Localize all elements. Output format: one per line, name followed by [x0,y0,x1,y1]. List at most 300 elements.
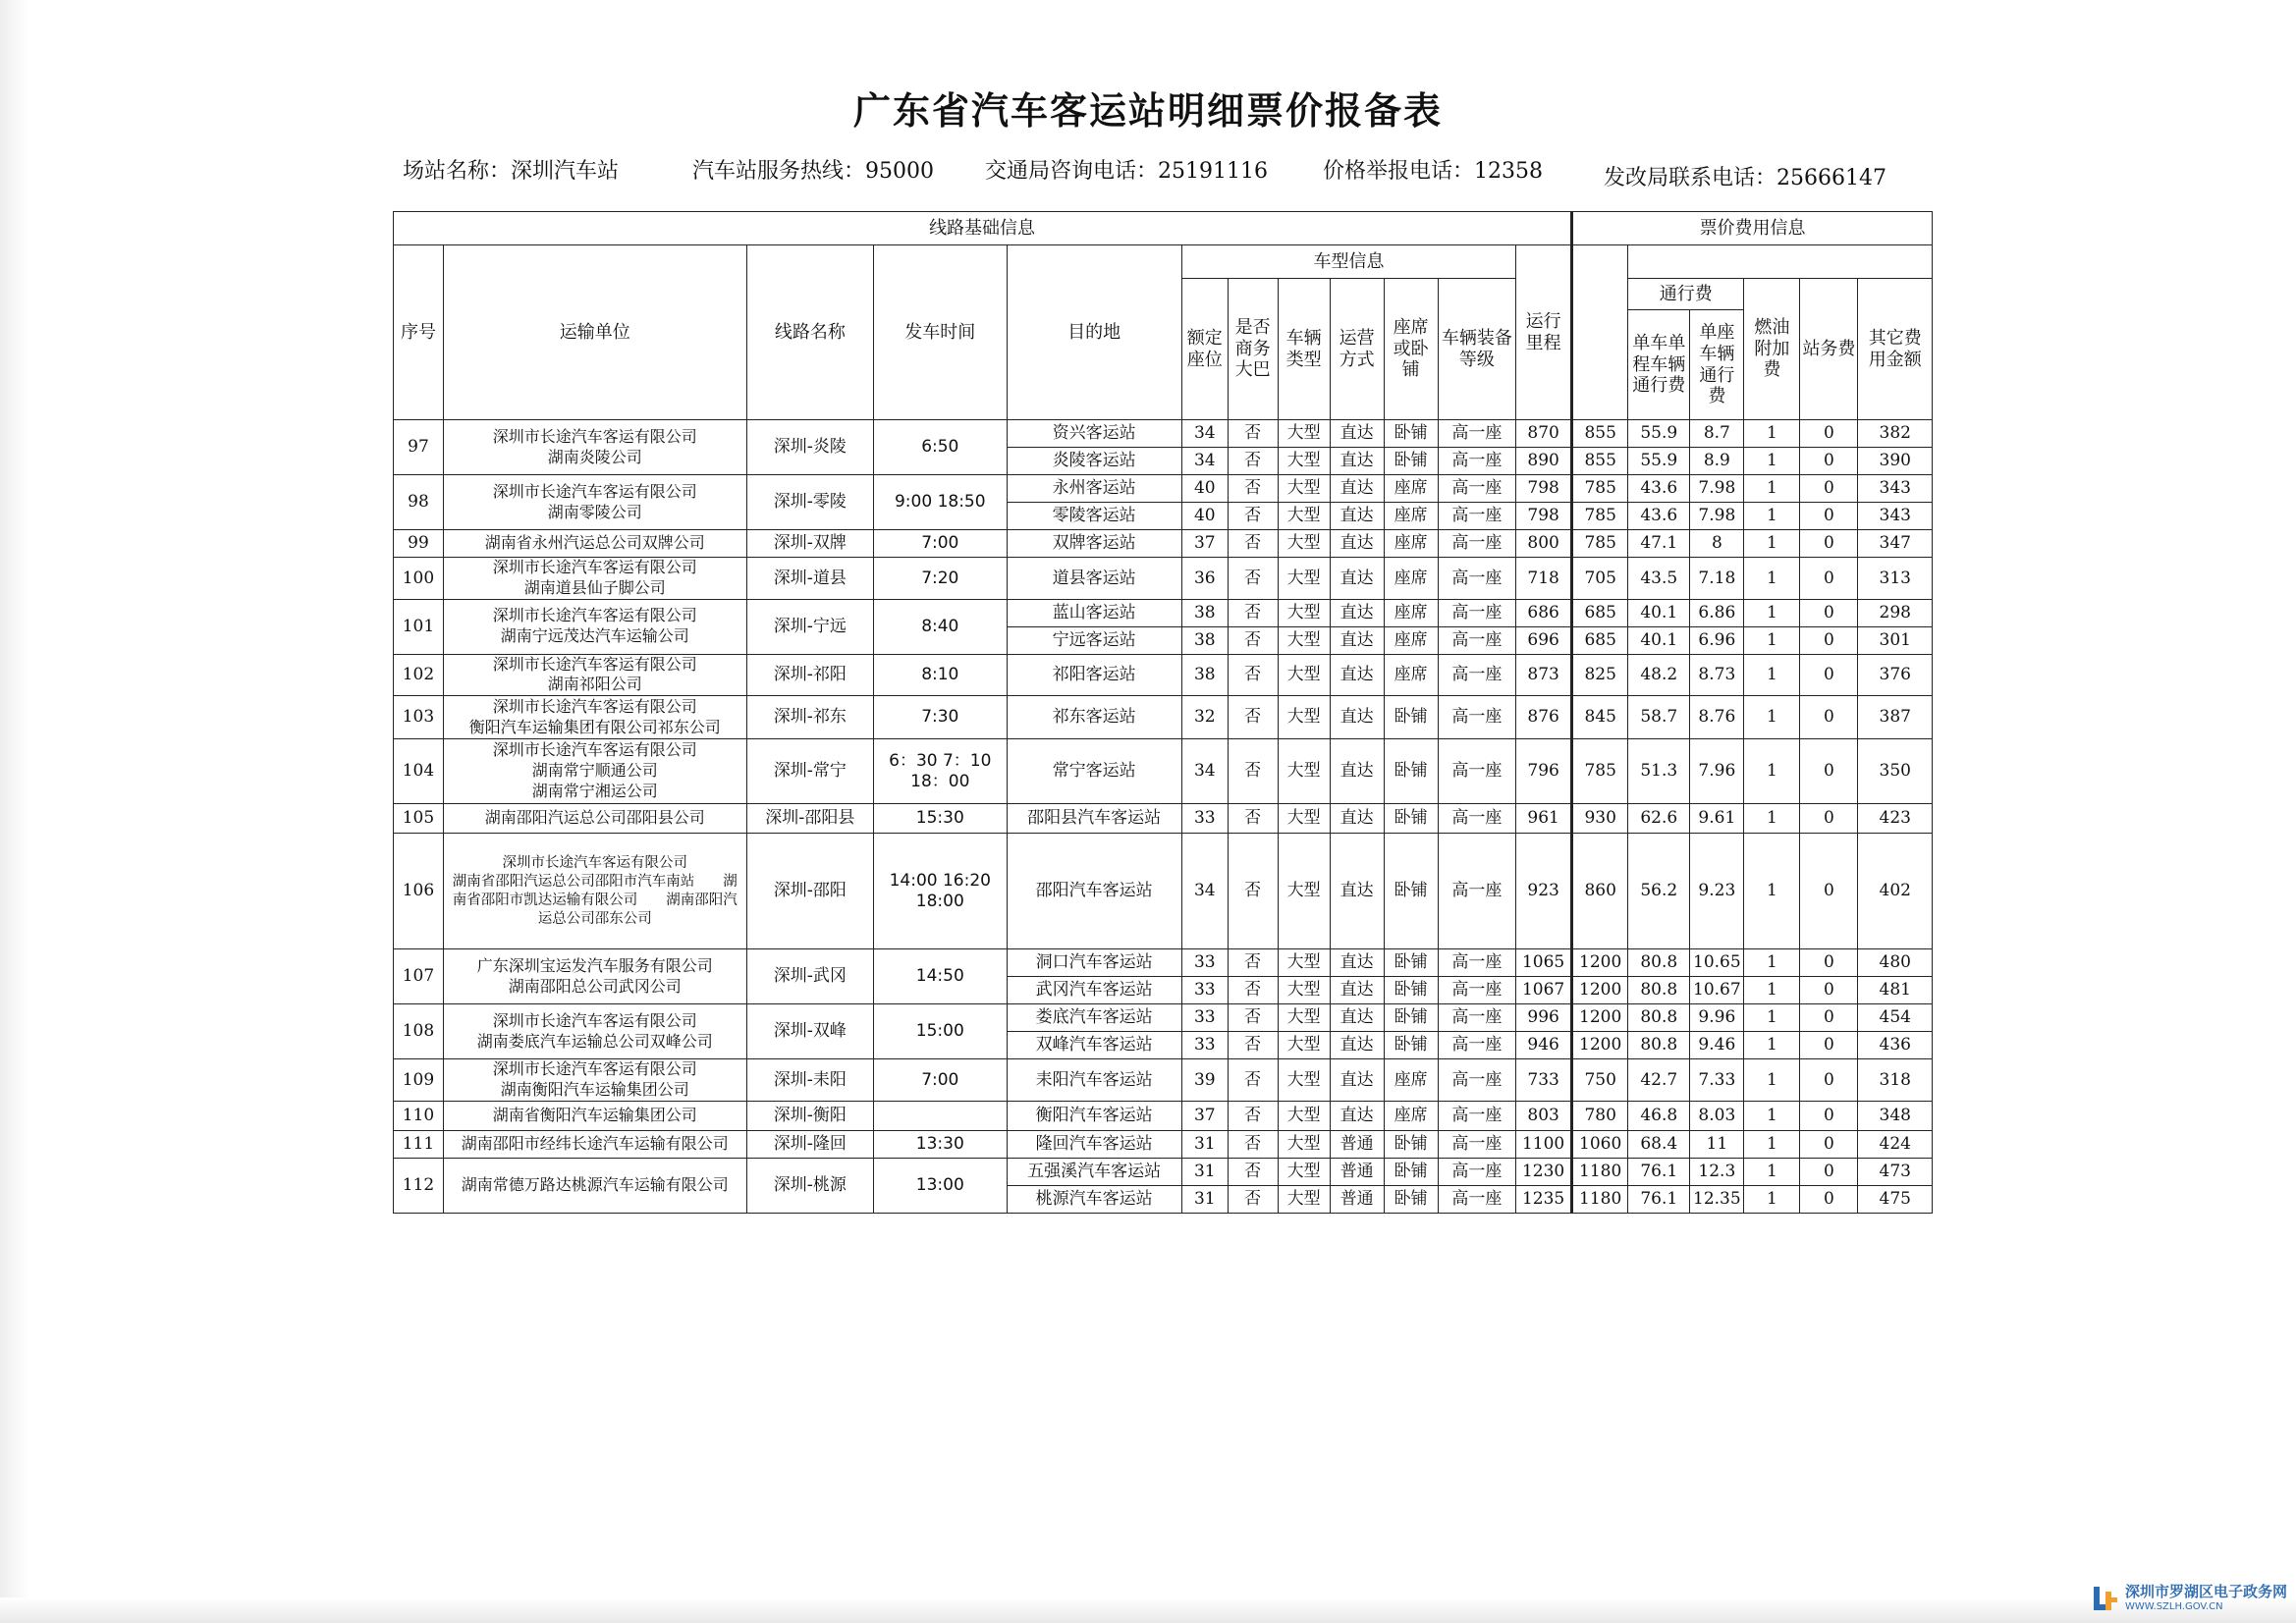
cell-mode: 直达 [1330,1032,1384,1059]
cell-km: 876 [1516,696,1572,739]
header-business: 是否商务大巴 [1228,279,1278,420]
cell-type: 大型 [1278,834,1330,949]
cell-type: 大型 [1278,530,1330,558]
cell-seat: 卧铺 [1384,696,1438,739]
header-seat-type: 座席或卧铺 [1384,279,1438,420]
cell-grade: 高一座 [1438,420,1515,448]
cell-seq: 97 [394,420,444,475]
service-hotline-value: 95000 [865,159,935,184]
cell-seat: 座席 [1384,475,1438,503]
cell-biz: 否 [1228,1185,1278,1213]
cell-seats: 31 [1181,1158,1228,1185]
table-row [394,654,1933,696]
complaint-phone [1323,154,1543,185]
cell-departure: 15:30 [874,804,1008,834]
cell-km: 796 [1516,739,1572,804]
table-row [394,696,1933,739]
cell-seat: 卧铺 [1384,1158,1438,1185]
cell-destination: 炎陵客运站 [1007,448,1181,475]
cell-seat: 卧铺 [1384,1185,1438,1213]
cell-seat-toll: 68.4 [1628,1130,1690,1158]
cell-type: 大型 [1278,1004,1330,1032]
cell-company: 湖南省永州汽运总公司双牌公司 [443,530,746,558]
complaint-phone-label: 价格举报电话： [1323,159,1475,184]
cell-svc: 1 [1744,739,1800,804]
cell-departure: 9:00 18:50 [874,475,1008,530]
cell-company: 深圳市长途汽车客运有限公司 湖南娄底汽车运输总公司双峰公司 [443,1004,746,1059]
cell-seats: 38 [1181,599,1228,626]
cell-fare: 390 [1858,448,1933,475]
cell-seats: 40 [1181,475,1228,503]
cell-seq: 99 [394,530,444,558]
cell-other: 0 [1800,977,1858,1004]
header-station-fee: 站务费 [1800,279,1858,420]
cell-departure: 7:00 [874,1059,1008,1102]
table-row [394,1158,1933,1185]
cell-seat-toll: 43.5 [1628,558,1690,600]
cell-seq: 106 [394,834,444,949]
cell-grade: 高一座 [1438,1185,1515,1213]
cell-seat: 卧铺 [1384,1130,1438,1158]
table-row [394,475,1933,503]
cell-seq: 105 [394,804,444,834]
cell-svc: 1 [1744,1130,1800,1158]
cell-biz: 否 [1228,654,1278,696]
cell-grade: 高一座 [1438,804,1515,834]
cell-svc: 1 [1744,475,1800,503]
cell-km: 718 [1516,558,1572,600]
cell-seat-toll: 80.8 [1628,1004,1690,1032]
cell-fuel: 9.46 [1690,1032,1744,1059]
cell-fare: 475 [1858,1185,1933,1213]
cell-svc: 1 [1744,1004,1800,1032]
cell-route: 深圳-祁东 [746,696,873,739]
cell-fuel: 9.23 [1690,834,1744,949]
transport-phone [985,154,1268,185]
cell-km: 1230 [1516,1158,1572,1185]
cell-svc: 1 [1744,834,1800,949]
cell-route: 深圳-常宁 [746,739,873,804]
cell-km: 798 [1516,503,1572,530]
cell-other: 0 [1800,420,1858,448]
cell-km: 1235 [1516,1185,1572,1213]
cell-seat-toll: 62.6 [1628,804,1690,834]
cell-km: 996 [1516,1004,1572,1032]
cell-svc: 1 [1744,949,1800,977]
cell-toll: 705 [1572,558,1628,600]
cell-destination: 祁阳客运站 [1007,654,1181,696]
scan-edge-bottom [0,1597,2296,1623]
table-row [394,949,1933,977]
cell-seat-toll: 48.2 [1628,654,1690,696]
cell-mode: 普通 [1330,1130,1384,1158]
cell-fuel: 7.18 [1690,558,1744,600]
cell-other: 0 [1800,834,1858,949]
cell-destination: 耒阳汽车客运站 [1007,1059,1181,1102]
cell-other: 0 [1800,804,1858,834]
cell-grade: 高一座 [1438,654,1515,696]
cell-seats: 36 [1181,558,1228,600]
cell-company: 深圳市长途汽车客运有限公司 湖南常宁顺通公司 湖南常宁湘运公司 [443,739,746,804]
cell-biz: 否 [1228,1059,1278,1102]
cell-seat-toll: 76.1 [1628,1185,1690,1213]
cell-destination: 五强溪汽车客运站 [1007,1158,1181,1185]
station-name [403,154,619,185]
cell-seat: 卧铺 [1384,804,1438,834]
cell-fare: 436 [1858,1032,1933,1059]
cell-seat: 座席 [1384,599,1438,626]
cell-fare: 301 [1858,626,1933,654]
station-name-value: 深圳汽车站 [511,159,620,184]
cell-fare: 343 [1858,503,1933,530]
table-row [394,834,1933,949]
cell-toll: 860 [1572,834,1628,949]
cell-grade: 高一座 [1438,599,1515,626]
cell-biz: 否 [1228,739,1278,804]
cell-type: 大型 [1278,739,1330,804]
cell-fare: 350 [1858,739,1933,804]
cell-grade: 高一座 [1438,834,1515,949]
cell-biz: 否 [1228,448,1278,475]
cell-seat: 卧铺 [1384,1032,1438,1059]
header-grade: 车辆装备等级 [1438,279,1515,420]
cell-grade: 高一座 [1438,1032,1515,1059]
cell-km: 696 [1516,626,1572,654]
cell-fuel: 8.73 [1690,654,1744,696]
cell-seq: 110 [394,1101,444,1130]
cell-mode: 直达 [1330,475,1384,503]
cell-biz: 否 [1228,626,1278,654]
cell-company: 深圳市长途汽车客运有限公司 湖南道县仙子脚公司 [443,558,746,600]
cell-route: 深圳-耒阳 [746,1059,873,1102]
cell-grade: 高一座 [1438,977,1515,1004]
service-hotline [692,154,934,185]
cell-type: 大型 [1278,1059,1330,1102]
cell-route: 深圳-双牌 [746,530,873,558]
cell-fuel: 7.96 [1690,739,1744,804]
cell-svc: 1 [1744,977,1800,1004]
cell-other: 0 [1800,1032,1858,1059]
cell-fuel: 8.7 [1690,420,1744,448]
cell-company: 深圳市长途汽车客运有限公司 湖南炎陵公司 [443,420,746,475]
cell-company: 广东深圳宝运发汽车服务有限公司 湖南邵阳总公司武冈公司 [443,949,746,1004]
cell-km: 800 [1516,530,1572,558]
cell-svc: 1 [1744,503,1800,530]
cell-mode: 直达 [1330,804,1384,834]
cell-fuel: 12.3 [1690,1158,1744,1185]
cell-type: 大型 [1278,654,1330,696]
watermark-logo [2092,1579,2296,1618]
cell-svc: 1 [1744,1059,1800,1102]
cell-grade: 高一座 [1438,530,1515,558]
table-body [394,420,1933,1214]
cell-fare: 347 [1858,530,1933,558]
cell-type: 大型 [1278,626,1330,654]
cell-route: 深圳-道县 [746,558,873,600]
cell-fuel: 6.86 [1690,599,1744,626]
header-fare-spacer-2 [1628,245,1933,279]
cell-other: 0 [1800,1185,1858,1213]
cell-toll: 685 [1572,599,1628,626]
cell-grade: 高一座 [1438,1101,1515,1130]
complaint-phone-value: 12358 [1474,159,1544,184]
cell-fuel: 11 [1690,1130,1744,1158]
cell-fare: 423 [1858,804,1933,834]
cell-seat-toll: 56.2 [1628,834,1690,949]
watermark-text: 深圳市罗湖区电子政务网 [2125,1583,2288,1600]
cell-destination: 双牌客运站 [1007,530,1181,558]
cell-other: 0 [1800,448,1858,475]
cell-route: 深圳-邵阳县 [746,804,873,834]
cell-seat-toll: 46.8 [1628,1101,1690,1130]
cell-route: 深圳-隆回 [746,1130,873,1158]
table-row [394,804,1933,834]
cell-company: 深圳市长途汽车客运有限公司 湖南宁远茂达汽车运输公司 [443,599,746,654]
header-destination: 目的地 [1007,245,1181,420]
cell-other: 0 [1800,1101,1858,1130]
cell-fuel: 12.35 [1690,1185,1744,1213]
cell-seat-toll: 76.1 [1628,1158,1690,1185]
cell-toll: 930 [1572,804,1628,834]
cell-biz: 否 [1228,1004,1278,1032]
cell-km: 873 [1516,654,1572,696]
header-vehicle-info: 车型信息 [1181,245,1515,279]
table-row [394,739,1933,804]
cell-mode: 直达 [1330,1059,1384,1102]
cell-company: 湖南邵阳市经纬长途汽车运输有限公司 [443,1130,746,1158]
cell-mode: 直达 [1330,1004,1384,1032]
cell-seats: 34 [1181,739,1228,804]
cell-fuel: 7.98 [1690,475,1744,503]
cell-type: 大型 [1278,949,1330,977]
cell-seat-toll: 80.8 [1628,949,1690,977]
cell-seats: 34 [1181,420,1228,448]
cell-destination: 娄底汽车客运站 [1007,1004,1181,1032]
cell-destination: 衡阳汽车客运站 [1007,1101,1181,1130]
cell-type: 大型 [1278,977,1330,1004]
cell-km: 733 [1516,1059,1572,1102]
cell-seq: 112 [394,1158,444,1213]
header-mileage: 运行里程 [1516,245,1572,420]
cell-mode: 直达 [1330,1101,1384,1130]
cell-departure: 13:00 [874,1158,1008,1213]
cell-type: 大型 [1278,1185,1330,1213]
cell-km: 1065 [1516,949,1572,977]
cell-departure: 8:40 [874,599,1008,654]
cell-other: 0 [1800,1004,1858,1032]
cell-toll: 855 [1572,448,1628,475]
cell-type: 大型 [1278,1158,1330,1185]
cell-biz: 否 [1228,1032,1278,1059]
cell-route: 深圳-零陵 [746,475,873,530]
cell-svc: 1 [1744,448,1800,475]
cell-seats: 38 [1181,626,1228,654]
cell-route: 深圳-桃源 [746,1158,873,1213]
cell-other: 0 [1800,654,1858,696]
cell-route: 深圳-衡阳 [746,1101,873,1130]
cell-fuel: 8.9 [1690,448,1744,475]
cell-svc: 1 [1744,530,1800,558]
cell-company: 湖南常德万路达桃源汽车运输有限公司 [443,1158,746,1213]
cell-grade: 高一座 [1438,1130,1515,1158]
cell-seats: 31 [1181,1185,1228,1213]
cell-fuel: 6.96 [1690,626,1744,654]
cell-toll: 685 [1572,626,1628,654]
cell-fuel: 10.67 [1690,977,1744,1004]
cell-route: 深圳-双峰 [746,1004,873,1059]
cell-svc: 1 [1744,1185,1800,1213]
cell-biz: 否 [1228,530,1278,558]
cell-seat-toll: 55.9 [1628,420,1690,448]
cell-departure: 6：30 7：10 18：00 [874,739,1008,804]
cell-mode: 直达 [1330,977,1384,1004]
cell-grade: 高一座 [1438,503,1515,530]
cell-biz: 否 [1228,696,1278,739]
cell-seq: 108 [394,1004,444,1059]
cell-other: 0 [1800,475,1858,503]
header-departure: 发车时间 [874,245,1008,420]
cell-toll: 1180 [1572,1185,1628,1213]
cell-fare: 348 [1858,1101,1933,1130]
cell-toll: 1200 [1572,977,1628,1004]
cell-destination: 双峰汽车客运站 [1007,1032,1181,1059]
cell-departure: 6:50 [874,420,1008,475]
cell-toll: 785 [1572,530,1628,558]
cell-seat: 卧铺 [1384,1004,1438,1032]
cell-fare: 298 [1858,599,1933,626]
cell-seq: 101 [394,599,444,654]
cell-seat: 卧铺 [1384,834,1438,949]
cell-toll: 855 [1572,420,1628,448]
cell-km: 870 [1516,420,1572,448]
cell-fuel: 9.96 [1690,1004,1744,1032]
cell-seats: 33 [1181,804,1228,834]
cell-svc: 1 [1744,558,1800,600]
ndrc-phone-value: 25666147 [1777,166,1886,190]
cell-seats: 34 [1181,448,1228,475]
table-header [394,212,1933,420]
cell-mode: 直达 [1330,599,1384,626]
cell-seats: 31 [1181,1130,1228,1158]
cell-seat: 卧铺 [1384,949,1438,977]
cell-destination: 宁远客运站 [1007,626,1181,654]
cell-biz: 否 [1228,977,1278,1004]
cell-seq: 109 [394,1059,444,1102]
cell-departure: 15:00 [874,1004,1008,1059]
header-seat-toll: 单座车辆通行费 [1690,310,1744,420]
cell-biz: 否 [1228,475,1278,503]
cell-seat: 座席 [1384,1059,1438,1102]
cell-departure: 13:30 [874,1130,1008,1158]
cell-type: 大型 [1278,1032,1330,1059]
cell-destination: 桃源汽车客运站 [1007,1185,1181,1213]
cell-fuel: 8.76 [1690,696,1744,739]
header-fare-spacer [1572,245,1628,420]
cell-fare: 481 [1858,977,1933,1004]
cell-destination: 邵阳汽车客运站 [1007,834,1181,949]
cell-mode: 直达 [1330,654,1384,696]
cell-fuel: 8 [1690,530,1744,558]
header-toll: 通行费 [1628,279,1744,310]
cell-seat-toll: 51.3 [1628,739,1690,804]
cell-company: 深圳市长途汽车客运有限公司 衡阳汽车运输集团有限公司祁东公司 [443,696,746,739]
cell-fuel: 7.33 [1690,1059,1744,1102]
cell-km: 961 [1516,804,1572,834]
cell-seats: 40 [1181,503,1228,530]
cell-biz: 否 [1228,1130,1278,1158]
cell-destination: 道县客运站 [1007,558,1181,600]
cell-grade: 高一座 [1438,739,1515,804]
cell-destination: 祁东客运站 [1007,696,1181,739]
table-row [394,1004,1933,1032]
cell-toll: 845 [1572,696,1628,739]
table-row [394,1130,1933,1158]
cell-seat-toll: 40.1 [1628,626,1690,654]
cell-mode: 直达 [1330,503,1384,530]
cell-biz: 否 [1228,804,1278,834]
cell-biz: 否 [1228,834,1278,949]
cell-departure: 8:10 [874,654,1008,696]
cell-fare: 376 [1858,654,1933,696]
cell-km: 890 [1516,448,1572,475]
cell-fare: 473 [1858,1158,1933,1185]
cell-seats: 32 [1181,696,1228,739]
cell-fare: 454 [1858,1004,1933,1032]
cell-fuel: 9.61 [1690,804,1744,834]
cell-fare: 382 [1858,420,1933,448]
cell-company: 湖南省衡阳汽车运输集团公司 [443,1101,746,1130]
cell-grade: 高一座 [1438,1158,1515,1185]
cell-departure: 7:30 [874,696,1008,739]
cell-fare: 313 [1858,558,1933,600]
cell-type: 大型 [1278,804,1330,834]
cell-mode: 直达 [1330,949,1384,977]
ndrc-phone [1604,161,1886,191]
cell-type: 大型 [1278,420,1330,448]
cell-svc: 1 [1744,654,1800,696]
cell-destination: 隆回汽车客运站 [1007,1130,1181,1158]
cell-departure: 14:50 [874,949,1008,1004]
cell-seat: 座席 [1384,503,1438,530]
cell-seats: 33 [1181,1004,1228,1032]
cell-seq: 100 [394,558,444,600]
cell-svc: 1 [1744,599,1800,626]
cell-fare: 387 [1858,696,1933,739]
cell-seat: 卧铺 [1384,739,1438,804]
cell-grade: 高一座 [1438,448,1515,475]
cell-other: 0 [1800,558,1858,600]
cell-mode: 普通 [1330,1158,1384,1185]
cell-grade: 高一座 [1438,696,1515,739]
cell-mode: 直达 [1330,448,1384,475]
cell-biz: 否 [1228,1101,1278,1130]
cell-biz: 否 [1228,420,1278,448]
cell-seats: 33 [1181,949,1228,977]
cell-other: 0 [1800,1130,1858,1158]
cell-km: 946 [1516,1032,1572,1059]
cell-seq: 111 [394,1130,444,1158]
cell-seat-toll: 80.8 [1628,977,1690,1004]
cell-toll: 1180 [1572,1158,1628,1185]
header-vtype: 车辆类型 [1278,279,1330,420]
cell-seat-toll: 47.1 [1628,530,1690,558]
cell-type: 大型 [1278,599,1330,626]
cell-svc: 1 [1744,626,1800,654]
cell-route: 深圳-宁远 [746,599,873,654]
header-route-info: 线路基础信息 [394,212,1572,245]
header-single-toll: 单车单程车辆通行费 [1628,310,1690,420]
lh-logo-icon [2092,1584,2119,1613]
